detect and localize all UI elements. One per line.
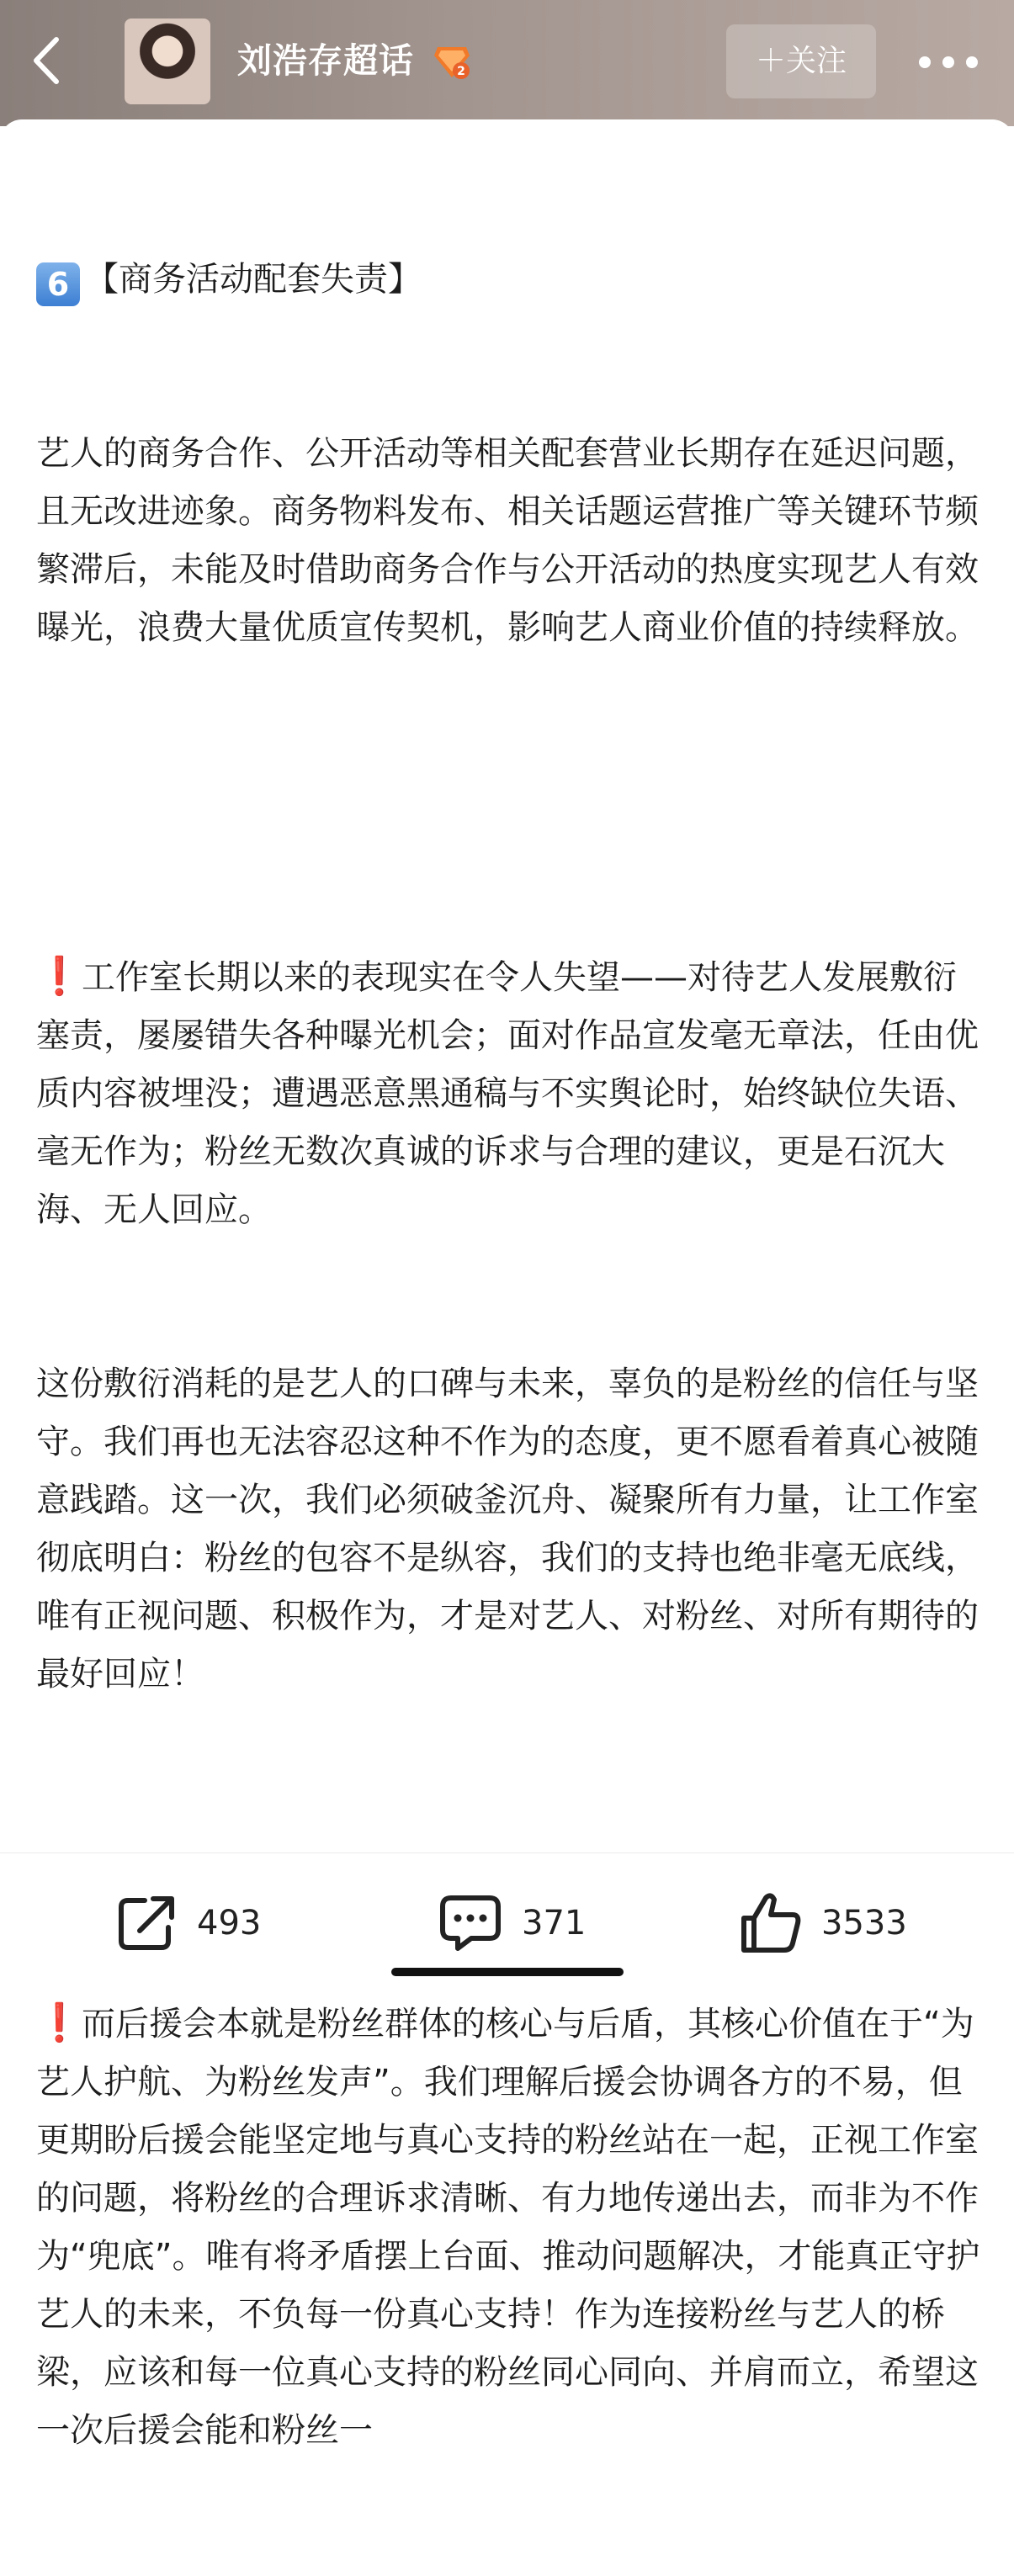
more-dots-icon (942, 56, 954, 68)
comment-count: 371 (522, 1904, 587, 1943)
number-six-icon: 6 (36, 262, 80, 306)
follow-button[interactable]: ＋关注 (726, 24, 876, 98)
section-title: 【商务活动配套失责】 (85, 260, 422, 299)
top-bar (0, 0, 1014, 126)
paragraph-4 (36, 1994, 983, 2460)
paragraph-1: 艺人的商务合作、公开活动等相关配套营业长期存在延迟问题，且无改进迹象。商务物料发布、相关话题运营推广等关键环节频繁滞后，未能及时借助商务合作与公开活动的热度实现艺人有效曝光，浪费大量优质宣传契机，影响艺人商业价值的持续释放。 (36, 434, 979, 647)
share-count: 493 (197, 1904, 262, 1943)
paragraph-2-text: 工作室长期以来的表现实在令人失望——对待艺人发展敷衍塞责，屡屡错失各种曝光机会；面对作品宣发毫无章法，任由优质内容被埋没；遭遇恶意黑通稿与不实舆论时，始终缺位失语、毫无作为；粉丝无数次真诚的诉求与合理的建议，更是石沉大海、无人回应。 (36, 958, 979, 1229)
more-dots-icon (966, 56, 978, 68)
section-heading (36, 251, 983, 309)
exclamation-icon: ❗ (36, 955, 82, 998)
scroll-fade (0, 1775, 1014, 1852)
thumbs-up-icon (739, 1891, 803, 1955)
diamond-level-icon (433, 44, 471, 81)
share-icon (116, 1894, 178, 1953)
comment-icon (438, 1893, 503, 1953)
exclamation-icon: ❗ (36, 2001, 82, 2044)
avatar[interactable] (125, 19, 210, 104)
back-button[interactable] (22, 30, 69, 91)
paragraph-3: 这份敷衍消耗的是艺人的口碑与未来，辜负的是粉丝的信任与坚守。我们再也无法容忍这种不作为的态度，更不愿看着真心被随意践踏。这一次，我们必须破釜沉舟、凝聚所有力量，让工作室彻底明白：粉丝的包容不是纵容，我们的支持也绝非毫无底线，唯有正视问题、积极作为，才是对艺人、对粉丝、对所有期待的最好回应！ (36, 1365, 979, 1693)
level-number: 2 (457, 65, 465, 78)
chevron-left-icon (31, 36, 60, 85)
post-text (36, 135, 983, 2576)
more-dots-icon (919, 56, 931, 68)
more-button[interactable] (919, 45, 978, 79)
paragraph-2 (36, 947, 983, 1239)
like-count: 3533 (821, 1904, 907, 1943)
page-title[interactable]: 刘浩存超话 (237, 40, 414, 81)
share-button[interactable] (116, 1853, 261, 1993)
paragraph-4-text: 而后援会本就是粉丝群体的核心与后盾，其核心价值在于“为艺人护航、为粉丝发声”。我们理解后援会协调各方的不易，但更期盼后援会能坚定地与真心支持的粉丝站在一起，正视工作室的问题，将粉丝的合理诉求清晰、有力地传递出去，而非为不作为“兜底”。唯有将矛盾摆上台面、推动问题解决，才能真正守护艺人的未来，不负每一份真心支持！作为连接粉丝与艺人的桥梁，应该和每一位真心支持的粉丝同心同向、并肩而立，希望这一次后援会能和粉丝一 (36, 2005, 980, 2450)
home-indicator (391, 1968, 624, 1976)
like-button[interactable] (739, 1853, 907, 1993)
